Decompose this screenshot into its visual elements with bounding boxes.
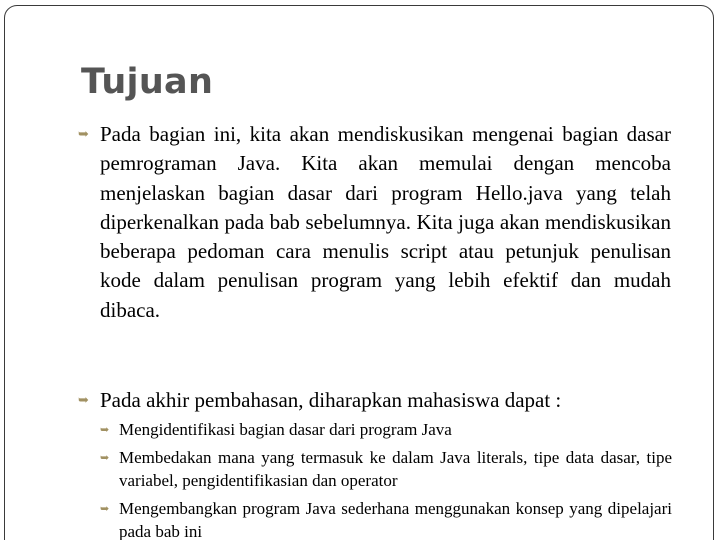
arrow-bullet-icon: ➥ — [100, 451, 110, 464]
arrow-bullet-icon: ➥ — [78, 393, 89, 408]
slide-title: Tujuan — [81, 62, 214, 102]
sub-bullet-text: Mengembangkan program Java sederhana menggunakan konsep yang dipelajari pada bab ini — [119, 499, 672, 540]
sub-bullet-item — [100, 418, 672, 441]
sub-bullet-item — [100, 446, 672, 492]
arrow-bullet-icon: ➥ — [100, 423, 110, 436]
bullet-text: Pada akhir pembahasan, diharapkan mahasiswa dapat : — [100, 388, 562, 412]
bullet-item-intro — [78, 120, 671, 325]
bullet-text: Pada bagian ini, kita akan mendiskusikan mengenai bagian dasar pemrograman Java. Kita akan memulai dengan mencoba menjelaskan bagian dasar dari program Hello.java yang telah diperkenalkan pada bab sebelumnya. Kita juga akan mendiskusikan beberapa pedoman cara menulis script atau petunjuk penulisan kode dalam penulisan program yang lebih efektif dan mudah dibaca. — [100, 122, 671, 322]
bullet-item-goals — [78, 386, 671, 415]
arrow-bullet-icon: ➥ — [78, 127, 89, 142]
sub-bullet-text: Membedakan mana yang termasuk ke dalam Java literals, tipe data dasar, tipe variabel, pengidentifikasian dan operator — [119, 448, 672, 490]
sub-bullet-item — [100, 497, 672, 540]
sub-bullet-text: Mengidentifikasi bagian dasar dari program Java — [119, 420, 452, 439]
arrow-bullet-icon: ➥ — [100, 502, 110, 515]
